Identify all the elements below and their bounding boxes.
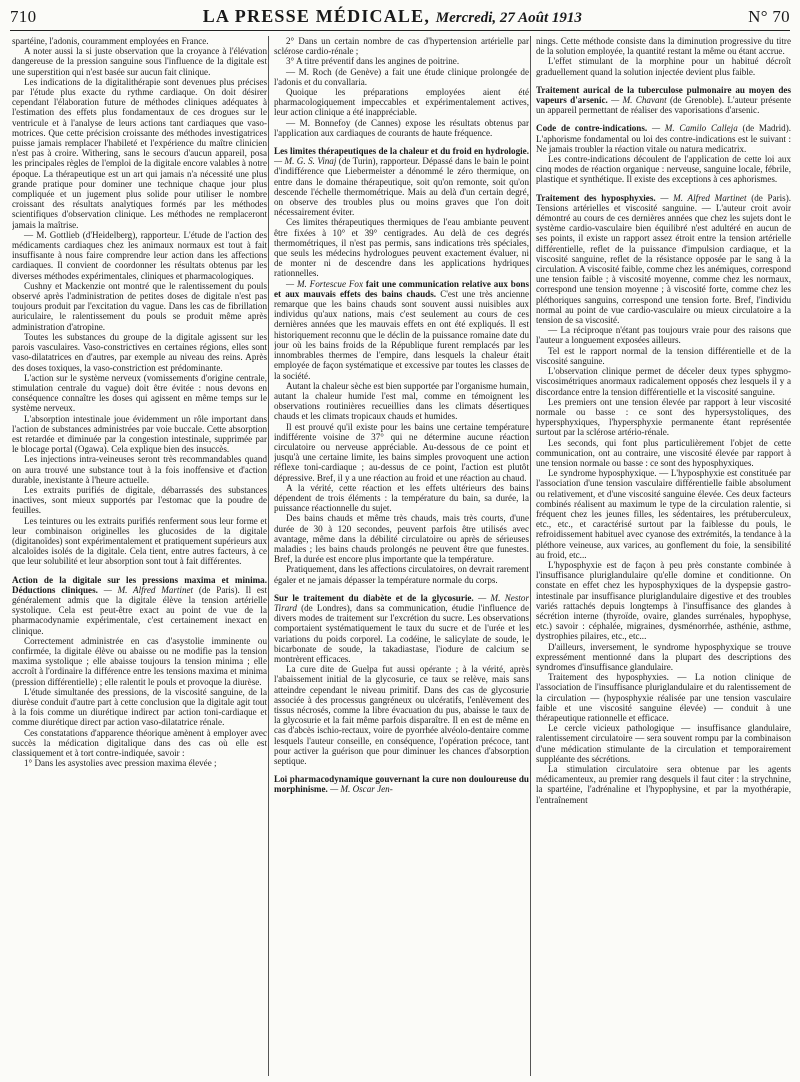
paragraph: Tel est le rapport normal de la tension différentielle et de la viscosité sanguine. (536, 345, 791, 366)
paragraph: Les indications de la digitalithérapie sont devenues plus précises par l'étude plus exacte du rythme cardiaque. On doit désirer cependant l'élaboration future de méthodes cliniques adéquates à l'estimation des effets plus fondamentaux de ces drogues sur le ventricule et à l'analyse de leurs actions tant cardiaques que vaso-motrices. Que cette précision croissante des méthodes investigatrices puisse jamais remplacer l'habileté et l'expérience du maître clinicien n'est pas à croire. Withering, sans le secours d'aucun appareil, posa les principales règles de l'emploi de la digitale encore valables à notre époque. La thérapeutique est un art qui jamais n'a nécessité une plus grande pratique pour dominer une technique chaque jour plus compliquée et un jugement plus solide pour utiliser le nombre croissant des résultats analytiques formés par les méthodes scientifiques d'observation clinique. Les méthodes ne remplaceront jamais la maîtrise. (12, 76, 267, 230)
column-1 (12, 36, 267, 1076)
paragraph: Les seconds, qui font plus particulièrement l'objet de cette communication, ont au contraire, une viscosité élevée par rapport à une tension normale ou basse : ce sont des hyposphyxiques. (536, 437, 791, 468)
paragraph: Il est prouvé qu'il existe pour les bains une certaine température indifférente voisine de 37° qui ne détermine aucune réaction circulatoire ou nerveuse appréciable. Au-dessous de ce point et jusqu'à une certaine limite, les bains simples provoquent une action réflexe toni-cardiaque ; au-dessus de ce point, l'action est plutôt dépressive. Bref, il y a une réaction au froid et une réaction au chaud. (274, 421, 529, 483)
paragraph: 3° A titre préventif dans les angines de poitrine. (286, 56, 460, 67)
author-name: — M. Alfred Martinet (660, 192, 747, 203)
paragraph: Toutes les substances du groupe de la digitale agissent sur les parois vasculaires. Vaso-constrictives en certaines régions, elles sont vaso-dilatatrices en d'autres, par exemple au niveau des reins. Après des doses toxiques, la vaso-constriction est prédominante. (12, 331, 267, 373)
author-name: — M. Chavant (611, 95, 667, 106)
paragraph: Les extraits purifiés de digitale, débarrassés des substances inactives, sont mieux supportés par l'estomac que la poudre de feuilles. (12, 484, 267, 516)
paragraph: L'étude simultanée des pressions, de la viscosité sanguine, de la diurèse conduit d'autre part à cette conclusion que la digitale agit tout à la fois comme un diurétique indirect par action toni-cardiaque et comme diurétique direct par action vaso-dilatatrice rénale. (12, 686, 267, 728)
paragraph: Correctement administrée en cas d'asystolie imminente ou confirmée, la digitale élève ou abaisse ou ne modifie pas la tension maxima systolique ; elle abaisse toujours la tension minima ; elle accroît à l'ordinaire la différence entre les tensions maxima et minima (pression différentielle) ; elle ralentit le pouls et provoque la diurèse. (12, 635, 267, 687)
paragraph: (de Grenoble). L'auteur présente un appareil permettant de réaliser des vaporisations d'arsenic. (536, 95, 791, 116)
journal-name: LA PRESSE MÉDICALE, (202, 6, 431, 26)
paragraph: Ces limites thérapeutiques thermiques de l'eau ambiante peuvent être fixées à 10° et 39° centigrades. Au delà de ces degrés thermométriques, il n'est pas permis, sans indications très spéciales, que seuls les médecins hydrologues peuvent exactement évaluer, ni de monter ni de descendre dans les applications hydriques rationnelles. (274, 217, 529, 279)
column-2 (274, 36, 529, 1076)
paragraph: 1° Dans les asystolies avec pression maxima élevée ; (24, 758, 217, 769)
section-paragraph (536, 193, 791, 326)
paragraph: Pratiquement, dans les affections circulatoires, on devrait rarement égaler et ne jamais dépasser la température normale du corps. (274, 564, 529, 585)
author-name: — M. G. S. Vinaj (274, 156, 337, 167)
paragraph: nings. Cette méthode consiste dans la diminution progressive du titre de la solution employée, la quantité restant la même ou étant accrue. (536, 36, 791, 57)
author-name: — M. Nestor Tirard (274, 592, 529, 613)
author-name: — M. Oscar Jen- (330, 784, 393, 795)
paragraph: L'action sur le système nerveux (vomissements d'origine centrale, stimulation centrale du vague) doit être évitée : nous devons en conséquence connaître les doses qui agissent en même temps sur le système nerveux. (12, 372, 267, 414)
paragraph: (de Turin), rapporteur. Dépassé dans le bain le point d'indifférence que Liebermeister a dénommé le zéro thermique, on entre dans le domaine thérapeutique, soit qu'on remonte, soit qu'on descende l'échelle thermométrique. Mais au delà d'un certain degré, on observe des troubles plus ou moins graves que l'on doit nécessairement éviter. (274, 156, 529, 218)
section-paragraph (536, 123, 791, 154)
paragraph: L'absorption intestinale joue évidemment un rôle important dans l'action de substances administrées par voie buccale. Cette absorption est retardée et diminuée par la congestion intestinale, supprimée par le blocage portal (Ogawa). Cela explique bien des insuccès. (12, 413, 267, 455)
issue-date: Mercredi, 27 Août 1913 (435, 10, 582, 26)
paragraph: D'ailleurs, inversement, le syndrome hyposphyxique se trouve expressément mentionné dans la plupart des descriptions des syndromes d'insuffisance glandulaire. (536, 641, 791, 672)
paragraph: Les premiers ont une tension élevée par rapport à leur viscosité normale ou basse : ce sont des hypersystoliques, des hypersphyxiques, l'hypersphyxie permanente étant représentée surtout par la sclérose artério-rénale. (536, 396, 791, 438)
paragraph: (de Madrid). L'aphorisme fondamental ou loi des contre-indications est le suivant : Ne jamais troubler la réaction vitale ou natura medicatrix. (536, 123, 791, 154)
page-header (10, 6, 790, 26)
page-number: 710 (10, 7, 37, 26)
paragraph: Ces constatations d'apparence théorique amènent à employer avec succès la médication digitalique dans des cas où elle est classiquement et à tort contre-indiquée, savoir : (12, 727, 267, 759)
header-rule (10, 30, 790, 31)
paragraph: — M. Bonnefoy (de Cannes) expose les résultats obtenus par l'application aux cardiaques de courants de haute fréquence. (274, 117, 529, 138)
paragraph: L'hyposphyxie est de façon à peu près constante combinée à l'insuffisance pluriglandulaire qu'elle domine et conditionne. On constate en effet chez les hyposphyxiques de la dyspepsie gastro-intestinale par insuffisance pluriglandulaire digestive et des troubles variés rattachés depuis longtemps à l'insuffisance des glandes à sécrétion interne (thyroïde, ovaire, glandes surrénales, hypophyse, etc.) savoir : céphalée, migraines, dysménorrhée, asthénie, asthme, dystrophies pilaires, etc., etc... (536, 559, 791, 642)
paragraph: L'observation clinique permet de déceler deux types sphygmo-viscosimétriques anormaux radicalement opposés chez lesquels il y a discordance entre la tension différentielle et la viscosité sanguine. (536, 366, 791, 397)
section-paragraph (274, 279, 529, 381)
paragraph: (de Paris). Tensions artérielles et viscosité sanguine. — L'auteur croit avoir démontré au cours de ces dernières années que chez les sujets dont le système cardio-vasculaire bien équilibré n'est adultéré en aucun de ses points, il existe un rapport assez étroit entre la tension artérielle différentielle, reflet de la puissance d'impulsion cardiaque, et la viscosité sanguine, reflet de la résistance opposée par le sang à la circulation. A viscosité faible, comme chez les anémiques, correspond une tension faible ; à viscosité moyenne, comme chez les normaux, correspond une tension moyenne ; à viscosité forte, comme chez les pléthoriques sanguins, correspond une tension forte. Bref, l'individu normal au point de vue cardio-vasculaire ou mieux circulatoire a la tension de sa viscosité. (536, 192, 791, 326)
issue-number: N° 70 (748, 7, 790, 26)
section-heading: Traitement des hyposphyxies. (536, 192, 656, 203)
paragraph: spartéine, l'adonis, couramment employées en France. (12, 36, 209, 46)
paragraph: A la vérité, cette réaction et les effets ultérieurs des bains dépendent de trois éléments : la température du bain, sa durée, la puissance réactionnelle du sujet. (274, 482, 529, 514)
section-heading: Les limites thérapeutiques de la chaleur et du froid en hydrologie. (274, 146, 529, 157)
journal-title (203, 6, 582, 27)
paragraph: La stimulation circulatoire sera obtenue par les agents médicamenteux, au premier rang desquels il faut citer : la strychnine, la spartéine, l'adrénaline et l'hypophysine, et par la myothérapie, l'entraînement (536, 764, 791, 805)
column-divider (268, 36, 269, 1076)
paragraph: Le cercle vicieux pathologique — insuffisance glandulaire, ralentissement circulatoire — sera souvent rompu par la combinaison d'une médication stimulante de la circulation et temporairement suppléante des sécrétions. (536, 723, 791, 764)
paragraph: La cure dite de Guelpa fut aussi opérante ; à la vérité, après l'abaissement initial de la glycosurie, ce taux se relève, mais sans atteindre cependant le niveau primitif. Dans des cas de glycosurie associée à des processus gangréneux ou ulcératifs, l'enlèvement des tissus nécrosés, comme la libre évacuation du pus, abaisse le taux de la glycosurie et la fait même parfois disparaître. Il en est de même en cas d'abcès ischio-rectaux, voire de pyorrhée alvéolo-dentaire comme lesquels l'auteur conseille, en conséquence, l'opération précoce, tant pour activer la guérison que pour diminuer les chances d'absorption septique. (274, 664, 529, 767)
column-divider (530, 36, 531, 1076)
paragraph: Traitement des hyposphyxies. — La notion clinique de l'association de l'insuffisance pluriglandulaire et du ralentissement de la circulation — (hyposphyxie réalisée par une tension vasculaire faible et une viscosité sanguine élevée) — conduit à une thérapeutique rationnelle et efficace. (536, 672, 791, 723)
author-name: — M. Fortescue Fox (286, 278, 363, 289)
section-paragraph (536, 85, 791, 116)
topic-lead: fait une communication relative aux bons et aux mauvais effets des bains chauds. (274, 278, 529, 299)
paragraph: — M. Roch (de Genève) a fait une étude clinique prolongée de l'adonis et du convallaria. (274, 66, 529, 87)
paragraph: (de Londres), dans sa communication, étudie l'influence de divers modes de traitement sur l'excrétion du sucre. Les observations comportaient systématiquement le taux du sucre et de l'urée et les variations du poids corporel. La codéine, le salicylate de soude, le bicarbonate de soude, la takadiastase, l'iodure de calcium se montrèrent efficaces. (274, 602, 529, 664)
section-heading: Traitement aurical de la tuberculose pulmonaire au moyen des vapeurs d'arsenic. (536, 84, 791, 106)
section-heading: Code de contre-indications. (536, 123, 648, 134)
paragraph: Des bains chauds et même très chauds, mais très courts, d'une durée de 30 à 120 secondes, peuvent parfois être utilisés avec avantage, même dans la débilité circulatoire ou après de sérieuses maladies ; les bains chauds prolongés ne peuvent être que funestes. Bref, la durée est encore plus importante que la température. (274, 513, 529, 565)
section-paragraph (274, 774, 529, 794)
section-paragraph (12, 575, 267, 636)
author-name: — M. Camilo Calleja (651, 123, 738, 134)
paragraph: Autant la chaleur sèche est bien supportée par l'organisme humain, autant la chaleur humide l'est mal, comme en témoignent les observations routinières recueillies dans les climats désertiques chauds et les climats tropicaux chauds et humides. (274, 380, 529, 422)
paragraph: 2° Dans un certain nombre de cas d'hypertension artérielle par sclérose cardio-rénale ; (274, 36, 529, 57)
section-heading: Sur le traitement du diabète et de la glycosurie. (274, 592, 474, 603)
paragraph: Quoique les préparations employées aient été pharmacologiquement impeccables et expérimentalement actives, leur action clinique a été inappréciable. (274, 87, 529, 118)
paragraph: — La réciproque n'étant pas toujours vraie pour des raisons que l'auteur a longuement exposées ailleurs. (536, 325, 791, 346)
author-name: — M. Alfred Martinet (103, 584, 194, 595)
paragraph: Le syndrome hyposphyxique. — L'hyposphyxie est constituée par l'association d'une tension vasculaire différentielle faible absolument ou relativement, et d'une viscosité sanguine élevée. Ces deux facteurs combinés réalisent au maximum le type de la circulation ralentie, si fréquent chez les jeunes filles, les sédentaires, les prétuberculeux, etc., etc., et caractérisé surtout par la faiblesse du pouls, le refroidissement habituel avec cyanose des extrémités, la tendance à la pléthore veineuse, aux varices, au gonflement du foie, la sensibilité au froid, etc... (536, 468, 791, 560)
paragraph: (de Paris). Il est généralement admis que la digitale élève la tension artérielle systolique. Cela est peut-être exact au point de vue de la pharmacodynamie expérimentale, c'est certainement inexact en clinique. (12, 584, 267, 636)
section-paragraph (274, 146, 529, 217)
section-paragraph (274, 593, 529, 664)
paragraph: C'est une très ancienne remarque que les bains chauds sont souvent aussi nuisibles aux individus qu'aux nations, mais c'est seulement au cours de ces dernières années que les mauvais effets en ont été expliqués. Il est historiquement reconnu que le déclin de la puissance romaine date du jour où les bains froids de la République furent remplacés par les innombrables thermes de l'empire, dans lesquels la chaleur était employée de façon systématique et excessive par toutes les classes de la société. (274, 288, 529, 381)
paragraph: L'effet stimulant de la morphine pour un habitué décroît graduellement quand la solution injectée devient plus faible. (536, 56, 791, 77)
column-3 (536, 36, 791, 1076)
paragraph: Les injections intra-veineuses seront très recommandables quand on aura trouvé une substance tout à la fois inoffensive et d'action durable, inexistante à l'heure actuelle. (12, 454, 267, 485)
paragraph: Les contre-indications découlent de l'application de cette loi aux cinq modes de réaction organique : nerveuse, sanguine locale, fébrile, plastique et synthétique. Il existe des exceptions à ces aphorismes. (536, 154, 791, 185)
paragraph: A noter aussi la si juste observation que la croyance à l'élévation dangereuse de la pression sanguine sous l'influence de la digitale est une superstition qui n'est basée sur aucun fait clinique. (12, 46, 267, 77)
section-heading: Loi pharmacodynamique gouvernant la cure non douloureuse du morphinisme. (274, 774, 529, 795)
paragraph: Les teintures ou les extraits purifiés renferment sous leur forme et leur combinaison originelles les glucosides de la digitale (digitanoïdes) sont expérimentalement et pratiquement supérieurs aux alcaloïdes isolés de la digitale. Cela tient, entre autres facteurs, à ce que leur solubilité et leur absorption sont tout à fait différentes. (12, 515, 267, 567)
section-heading: Action de la digitale sur les pressions maxima et minima. Déductions cliniques. (12, 574, 267, 595)
paragraph: Cushny et Mackenzie ont montré que le ralentissement du pouls observé après l'administration de petites doses de digitale n'est pas toujours produit par l'excitation du vague. Dans les cas de fibrillation auriculaire, le ralentissement du pouls se produit même après administration d'atropine. (12, 280, 267, 332)
paragraph: — M. Gottlieb (d'Heidelberg), rapporteur. L'étude de l'action des médicaments cardiaques chez les animaux normaux est tout à fait insuffisante à nous faire comprendre leur action dans les affections cardiaques. Il convient de coordonner les résultats obtenus par les diverses méthodes expérimentales, cliniques et pharmacologiques. (12, 229, 267, 281)
